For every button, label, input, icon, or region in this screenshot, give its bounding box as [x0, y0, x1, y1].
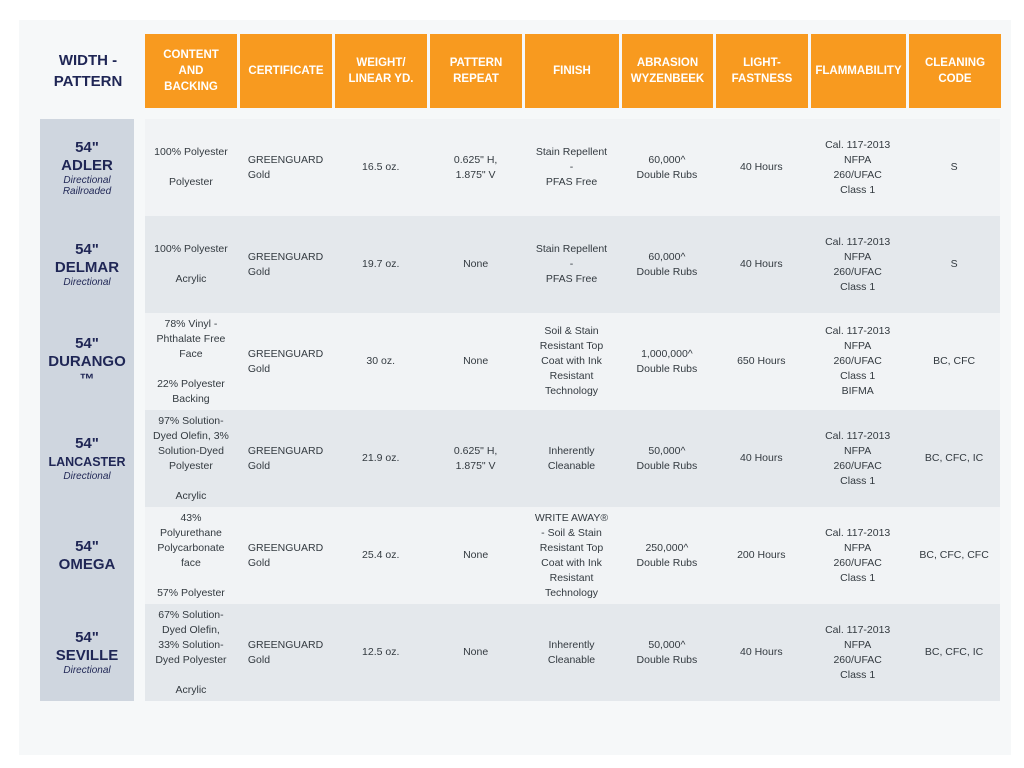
- spec-cells: [145, 410, 1000, 507]
- cell-abrasion: 50,000^ Double Rubs: [636, 638, 698, 666]
- cell-pattern-repeat: 0.625" H, 1.875" V: [453, 153, 498, 181]
- cell-lightfastness: 40 Hours: [739, 452, 783, 464]
- cell-weight: 25.4 oz.: [362, 549, 400, 561]
- product-width: 54": [75, 334, 99, 352]
- width-pattern-header: WIDTH - PATTERN: [53, 52, 123, 90]
- spec-cells: [145, 119, 1000, 216]
- spec-cells: [145, 604, 1000, 701]
- cell-pattern-repeat: None: [463, 355, 489, 367]
- cell-finish: Inherently Cleanable: [547, 444, 596, 472]
- product-label: [40, 119, 134, 216]
- header-pattern-repeat: PATTERN REPEAT: [430, 34, 522, 108]
- cell-lightfastness: 200 Hours: [737, 549, 786, 561]
- header-flammability: FLAMMABILITY: [811, 34, 906, 108]
- cell-abrasion: 60,000^ Double Rubs: [636, 153, 698, 181]
- product-label: [40, 604, 134, 701]
- product-name: SEVILLE: [55, 647, 119, 664]
- product-label: [40, 507, 134, 604]
- cell-pattern-repeat: None: [463, 549, 489, 561]
- cell-weight: 21.9 oz.: [362, 452, 400, 464]
- product-descriptor: Directional Railroaded: [62, 174, 112, 197]
- cell-content-backing: 67% Solution- Dyed Olefin, 33% Solution- Dyed Polyester Acrylic: [155, 608, 227, 696]
- header-content-backing: CONTENT AND BACKING: [145, 34, 237, 108]
- cell-finish: Stain Repellent - PFAS Free: [535, 146, 608, 188]
- cell-abrasion: 1,000,000^ Double Rubs: [636, 347, 698, 375]
- column-header-row: [145, 34, 1001, 108]
- product-width: 54": [75, 435, 99, 452]
- spec-cells: [145, 313, 1000, 410]
- cell-content-backing: 97% Solution- Dyed Olefin, 3% Solution-Dyed Polyester Acrylic: [153, 414, 229, 502]
- product-descriptor: Directional: [63, 471, 111, 482]
- product-label: [40, 313, 134, 410]
- cell-lightfastness: 40 Hours: [739, 646, 783, 658]
- cell-cleaning-code: BC, CFC, CFC: [919, 549, 989, 561]
- product-name: ADLER: [61, 156, 113, 174]
- product-label: [40, 216, 134, 313]
- cell-abrasion: 60,000^ Double Rubs: [636, 250, 698, 278]
- table-row: [40, 216, 1000, 313]
- cell-weight: 16.5 oz.: [362, 161, 400, 173]
- cell-pattern-repeat: None: [463, 258, 489, 270]
- product-descriptor: Directional: [63, 665, 111, 676]
- product-name: OMEGA: [58, 555, 116, 573]
- cell-abrasion: 50,000^ Double Rubs: [636, 444, 698, 472]
- table-row: [40, 410, 1000, 507]
- table-row: [40, 507, 1000, 604]
- cell-finish: WRITE AWAY® - Soil & Stain Resistant Top Coat with Ink Resistant Technology: [534, 511, 609, 599]
- cell-certificate: GREENGUARD Gold: [247, 638, 324, 666]
- cell-content-backing: 100% Polyester Acrylic: [154, 243, 228, 285]
- cell-lightfastness: 650 Hours: [737, 355, 786, 367]
- cell-flammability: Cal. 117-2013 NFPA 260/UFAC Class 1: [825, 526, 891, 584]
- product-name: DELMAR: [54, 259, 120, 276]
- cell-certificate: GREENGUARD Gold: [247, 153, 324, 181]
- cell-weight: 19.7 oz.: [362, 258, 400, 270]
- cell-flammability: Cal. 117-2013 NFPA 260/UFAC Class 1: [825, 138, 891, 196]
- cell-lightfastness: 40 Hours: [739, 258, 783, 270]
- cell-finish: Stain Repellent - PFAS Free: [535, 243, 608, 285]
- spec-cells: [145, 216, 1000, 313]
- product-label: [40, 410, 134, 507]
- cell-certificate: GREENGUARD Gold: [247, 444, 324, 472]
- cell-certificate: GREENGUARD Gold: [247, 541, 324, 569]
- cell-abrasion: 250,000^ Double Rubs: [636, 541, 698, 569]
- table-row: [40, 604, 1000, 701]
- cell-cleaning-code: BC, CFC, IC: [924, 646, 984, 658]
- cell-weight: 12.5 oz.: [362, 646, 400, 658]
- table-row: [40, 119, 1000, 216]
- cell-content-backing: 100% Polyester Polyester: [154, 146, 228, 188]
- header-lightfastness: LIGHT- FASTNESS: [716, 34, 808, 108]
- cell-certificate: GREENGUARD Gold: [247, 250, 324, 278]
- cell-pattern-repeat: None: [463, 646, 489, 658]
- cell-finish: Soil & Stain Resistant Top Coat with Ink Resistant Technology: [539, 325, 604, 397]
- header-abrasion: ABRASION WYZENBEEK: [622, 34, 713, 108]
- cell-finish: Inherently Cleanable: [547, 638, 596, 666]
- header-finish: FINISH: [525, 34, 619, 108]
- cell-certificate: GREENGUARD Gold: [247, 347, 324, 375]
- cell-cleaning-code: BC, CFC: [933, 355, 976, 367]
- product-width: 54": [75, 537, 99, 555]
- cell-content-backing: 78% Vinyl - Phthalate Free Face 22% Polyester Backing: [156, 317, 226, 405]
- product-descriptor: Directional: [63, 277, 111, 288]
- cell-flammability: Cal. 117-2013 NFPA 260/UFAC Class 1: [825, 623, 891, 681]
- cell-cleaning-code: BC, CFC, IC: [924, 452, 984, 464]
- header-cleaning-code: CLEANING CODE: [909, 34, 1001, 108]
- table-row: [40, 313, 1000, 410]
- header-certificate: CERTIFICATE: [240, 34, 332, 108]
- cell-cleaning-code: S: [950, 161, 958, 173]
- product-width: 54": [75, 138, 99, 156]
- cell-flammability: Cal. 117-2013 NFPA 260/UFAC Class 1: [825, 429, 891, 487]
- cell-content-backing: 43% Polyurethane Polycarbonate face 57% Polyester: [157, 511, 225, 599]
- cell-cleaning-code: S: [950, 258, 958, 270]
- cell-lightfastness: 40 Hours: [739, 161, 783, 173]
- product-name: LANCASTER: [48, 455, 126, 469]
- header-weight: WEIGHT/ LINEAR YD.: [335, 34, 427, 108]
- product-name: DURANGO ™: [48, 352, 126, 388]
- product-width: 54": [75, 629, 99, 646]
- cell-pattern-repeat: 0.625" H, 1.875" V: [453, 444, 498, 472]
- cell-flammability: Cal. 117-2013 NFPA 260/UFAC Class 1 BIFMA: [825, 325, 891, 397]
- spec-cells: [145, 507, 1000, 604]
- product-width: 54": [75, 241, 99, 258]
- cell-flammability: Cal. 117-2013 NFPA 260/UFAC Class 1: [825, 235, 891, 293]
- cell-weight: 30 oz.: [366, 355, 396, 367]
